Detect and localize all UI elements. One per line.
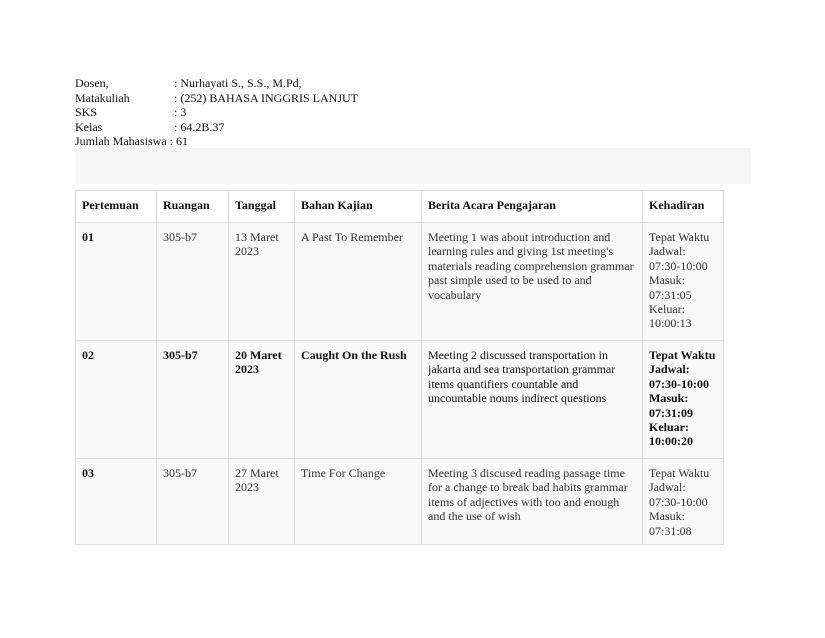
column-header-pertemuan: Pertemuan (76, 191, 157, 223)
info-value: : (252) BAHASA INGGRIS LANJUT (174, 90, 359, 105)
cell-tanggal: 27 Maret 2023 (229, 459, 295, 545)
info-row-sks (75, 105, 358, 120)
kehadiran-line: Keluar: (649, 302, 685, 317)
cell-tanggal: 20 Maret 2023 (229, 341, 295, 459)
info-value: : 64.2B.37 (174, 119, 225, 134)
kehadiran-line: Masuk: (649, 273, 685, 288)
kehadiran-line: 07:31:08 (649, 523, 692, 538)
cell-kehadiran (643, 341, 724, 459)
cell-pertemuan: 01 (76, 223, 157, 341)
cell-kehadiran (643, 459, 724, 545)
cell-bahan-kajian: Time For Change (295, 459, 422, 545)
kehadiran-line: 07:30-10:00 (649, 258, 708, 273)
column-header-berita-acara: Berita Acara Pengajaran (422, 191, 643, 223)
column-header-tanggal: Tanggal (229, 191, 295, 223)
cell-bahan-kajian: Caught On the Rush (295, 341, 422, 459)
info-label: Matakuliah (75, 90, 130, 105)
kehadiran-line: 07:30-10:00 (649, 376, 709, 391)
cell-pertemuan: 02 (76, 341, 157, 459)
info-row-dosen (75, 76, 358, 91)
kehadiran-line: 10:00:20 (649, 434, 693, 449)
cell-ruangan: 305-b7 (157, 341, 229, 459)
kehadiran-line: 07:31:05 (649, 287, 692, 302)
info-label: Dosen, (75, 76, 109, 90)
info-label: SKS (75, 105, 98, 120)
cell-pertemuan: 03 (76, 459, 157, 545)
info-row-matakuliah (75, 91, 358, 106)
info-label: Kelas (75, 119, 103, 134)
cell-bahan-kajian: A Past To Remember (295, 223, 422, 341)
kehadiran-line: Jadwal: (649, 480, 686, 495)
table-header-row (76, 191, 724, 223)
course-info-header (75, 76, 358, 149)
cell-ruangan: 305-b7 (157, 459, 229, 545)
info-row-jumlah (75, 134, 358, 149)
cell-ruangan: 305-b7 (157, 223, 229, 341)
column-header-kehadiran: Kehadiran (643, 191, 724, 223)
column-header-ruangan: Ruangan (157, 191, 229, 223)
kehadiran-line: Keluar: (649, 420, 689, 435)
column-header-bahan-kajian: Bahan Kajian (295, 191, 422, 223)
table-row (76, 341, 724, 459)
kehadiran-line: Jadwal: (649, 362, 690, 377)
info-label: Jumlah Mahasiswa (75, 134, 167, 149)
cell-kehadiran (643, 223, 724, 341)
attendance-table (75, 190, 724, 545)
kehadiran-line: Masuk: (649, 391, 689, 406)
kehadiran-line: 10:00:13 (649, 316, 692, 331)
kehadiran-line: Jadwal: (649, 244, 686, 259)
info-row-kelas (75, 120, 358, 135)
table-row (76, 459, 724, 545)
cell-berita-acara: Meeting 2 discussed transportation in jakarta and sea transportation grammar items quantifiers countable and uncountable nouns indirect questions (422, 341, 643, 459)
cell-berita-acara: Meeting 1 was about introduction and learning rules and giving 1st meeting's materials reading comprehension grammar past simple used to be used to and vocabulary (422, 223, 643, 341)
kehadiran-line: 07:31:09 (649, 405, 693, 420)
kehadiran-line: 07:30-10:00 (649, 494, 708, 509)
kehadiran-status: Tepat Waktu (649, 348, 716, 362)
table-row (76, 223, 724, 341)
info-value: : 3 (174, 105, 187, 120)
kehadiran-line: Masuk: (649, 509, 685, 524)
kehadiran-status: Tepat Waktu (649, 230, 710, 244)
kehadiran-status: Tepat Waktu (649, 466, 710, 480)
info-value: : 61 (169, 134, 188, 149)
background-band (75, 148, 751, 184)
info-value: : Nurhayati S., S.S., M.Pd, (174, 76, 302, 90)
cell-berita-acara: Meeting 3 discused reading passage time for a change to break bad habits grammar items of adjectives with too and enough and the use of wish (422, 459, 643, 545)
cell-tanggal: 13 Maret 2023 (229, 223, 295, 341)
